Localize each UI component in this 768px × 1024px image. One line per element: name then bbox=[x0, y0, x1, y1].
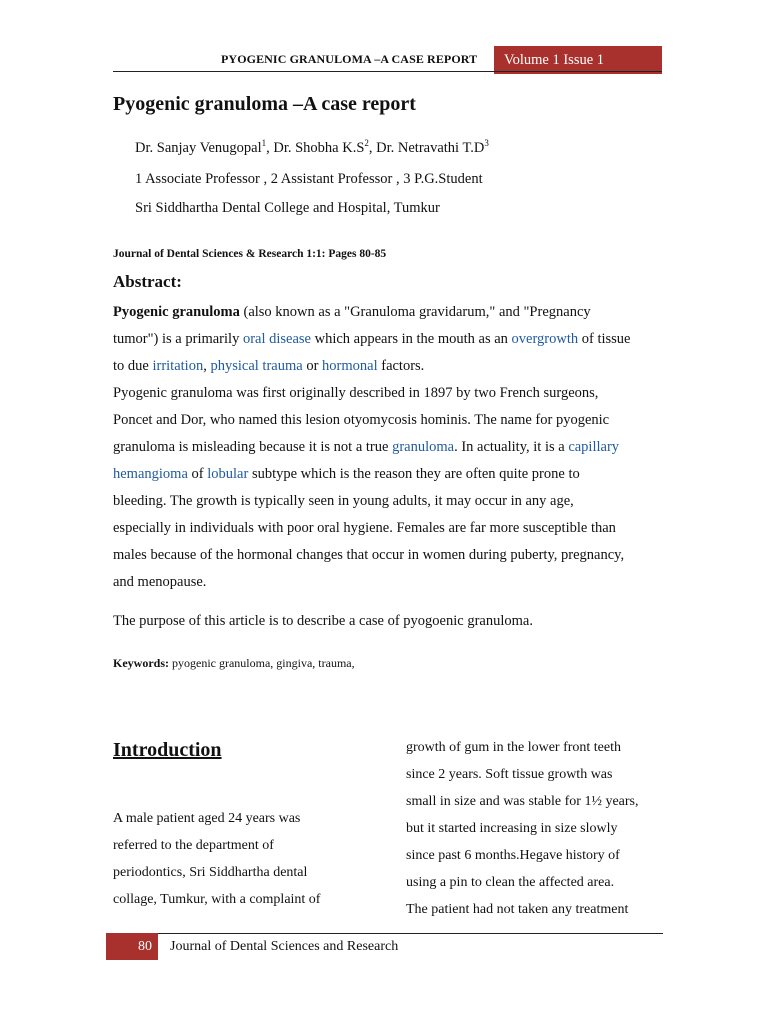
text-line: since past 6 months.Hegave history of bbox=[406, 848, 620, 863]
page-number: 80 bbox=[106, 933, 158, 960]
abstract-body bbox=[113, 299, 673, 596]
text: of bbox=[187, 466, 208, 482]
abstract-heading-text: Abstract bbox=[113, 272, 177, 291]
abstract-line: especially in individuals with poor oral hygiene. Females are far more susceptible than bbox=[113, 520, 616, 536]
abstract-line: Poncet and Dor, who named this lesion otyomycosis hominis. The name for pyogenic bbox=[113, 412, 610, 428]
introduction-right-column bbox=[406, 734, 639, 923]
abstract-line bbox=[113, 299, 673, 326]
author-line bbox=[135, 140, 489, 157]
term-bold: Pyogenic granuloma bbox=[113, 304, 240, 320]
link-oral-disease[interactable]: oral disease bbox=[242, 331, 311, 347]
abstract-heading-colon: : bbox=[176, 272, 182, 291]
link-overgrowth[interactable]: overgrowth bbox=[511, 331, 579, 347]
journal-reference: Journal of Dental Sciences & Research 1:1: Pages 80-85 bbox=[113, 248, 387, 260]
text-line: small in size and was stable for 1½ years, bbox=[406, 794, 639, 809]
text: or bbox=[302, 358, 323, 374]
abstract-line bbox=[113, 353, 673, 380]
text: which appears in the mouth as an bbox=[311, 331, 512, 347]
text-line: referred to the department of bbox=[113, 838, 274, 853]
link-physical-trauma[interactable]: physical trauma bbox=[210, 358, 303, 374]
keywords-list: pyogenic granuloma, gingiva, trauma, bbox=[169, 656, 355, 670]
purpose-statement: The purpose of this article is to describe a case of pyogoenic granuloma. bbox=[113, 613, 533, 629]
text: to due bbox=[113, 358, 153, 374]
text: , bbox=[203, 358, 211, 374]
abstract-line: Pyogenic granuloma was first originally described in 1897 by two French surgeons, bbox=[113, 385, 599, 401]
abstract-line: bleeding. The growth is typically seen in young adults, it may occur in any age, bbox=[113, 493, 574, 509]
author-2-superscript: 2 bbox=[364, 138, 369, 148]
author-1-superscript: 1 bbox=[261, 138, 267, 148]
running-title: PYOGENIC GRANULOMA –A CASE REPORT bbox=[221, 52, 478, 66]
footer-journal-name: Journal of Dental Sciences and Research bbox=[170, 939, 399, 954]
introduction-heading: Introduction bbox=[113, 739, 222, 761]
abstract-heading bbox=[113, 272, 182, 292]
keywords-label: Keywords: bbox=[113, 656, 169, 670]
author-3-superscript: 3 bbox=[484, 138, 489, 148]
text: (also known as a "Granuloma gravidarum," and "Pregnancy bbox=[239, 304, 591, 320]
link-hormonal[interactable]: hormonal bbox=[322, 358, 378, 374]
keywords bbox=[113, 656, 355, 671]
text-line: A male patient aged 24 years was bbox=[113, 811, 301, 826]
text: subtype which is the reason they are often quite prone to bbox=[248, 466, 580, 482]
abstract-line: males because of the hormonal changes that occur in women during puberty, pregnancy, bbox=[113, 547, 625, 563]
abstract-line bbox=[113, 326, 673, 353]
link-granuloma[interactable]: granuloma bbox=[392, 439, 455, 455]
text: . In actuality, it is a bbox=[454, 439, 569, 455]
text-line: The patient had not taken any treatment bbox=[406, 902, 629, 917]
text-line: since 2 years. Soft tissue growth was bbox=[406, 767, 613, 782]
author-3: , Dr. Netravathi T.D bbox=[368, 140, 485, 156]
author-2: , Dr. Shobha K.S bbox=[266, 140, 365, 156]
page-title: Pyogenic granuloma –A case report bbox=[113, 93, 416, 115]
text: tumor") is a primarily bbox=[113, 331, 243, 347]
abstract-line: and menopause. bbox=[113, 574, 207, 590]
abstract-line bbox=[113, 461, 673, 488]
text-line: growth of gum in the lower front teeth bbox=[406, 740, 622, 755]
institution: Sri Siddhartha Dental College and Hospital, Tumkur bbox=[135, 200, 440, 216]
link-lobular[interactable]: lobular bbox=[207, 466, 249, 482]
text-line: using a pin to clean the affected area. bbox=[406, 875, 615, 890]
text-line: periodontics, Sri Siddhartha dental bbox=[113, 865, 308, 880]
link-irritation[interactable]: irritation bbox=[152, 358, 204, 374]
text: of tissue bbox=[578, 331, 631, 347]
link-capillary[interactable]: capillary bbox=[568, 439, 620, 455]
text-line: but it started increasing in size slowly bbox=[406, 821, 618, 836]
link-hemangioma[interactable]: hemangioma bbox=[113, 466, 188, 482]
affiliation-roles: 1 Associate Professor , 2 Assistant Professor , 3 P.G.Student bbox=[135, 171, 483, 187]
author-1: Dr. Sanjay Venugopal bbox=[135, 140, 262, 156]
text-line: collage, Tumkur, with a complaint of bbox=[113, 892, 321, 907]
abstract-line bbox=[113, 434, 673, 461]
volume-badge: Volume 1 Issue 1 bbox=[494, 46, 662, 74]
text: granuloma is misleading because it is not a true bbox=[113, 439, 393, 455]
introduction-left-column bbox=[113, 805, 320, 913]
text: factors. bbox=[377, 358, 425, 374]
header-rule bbox=[113, 71, 662, 72]
